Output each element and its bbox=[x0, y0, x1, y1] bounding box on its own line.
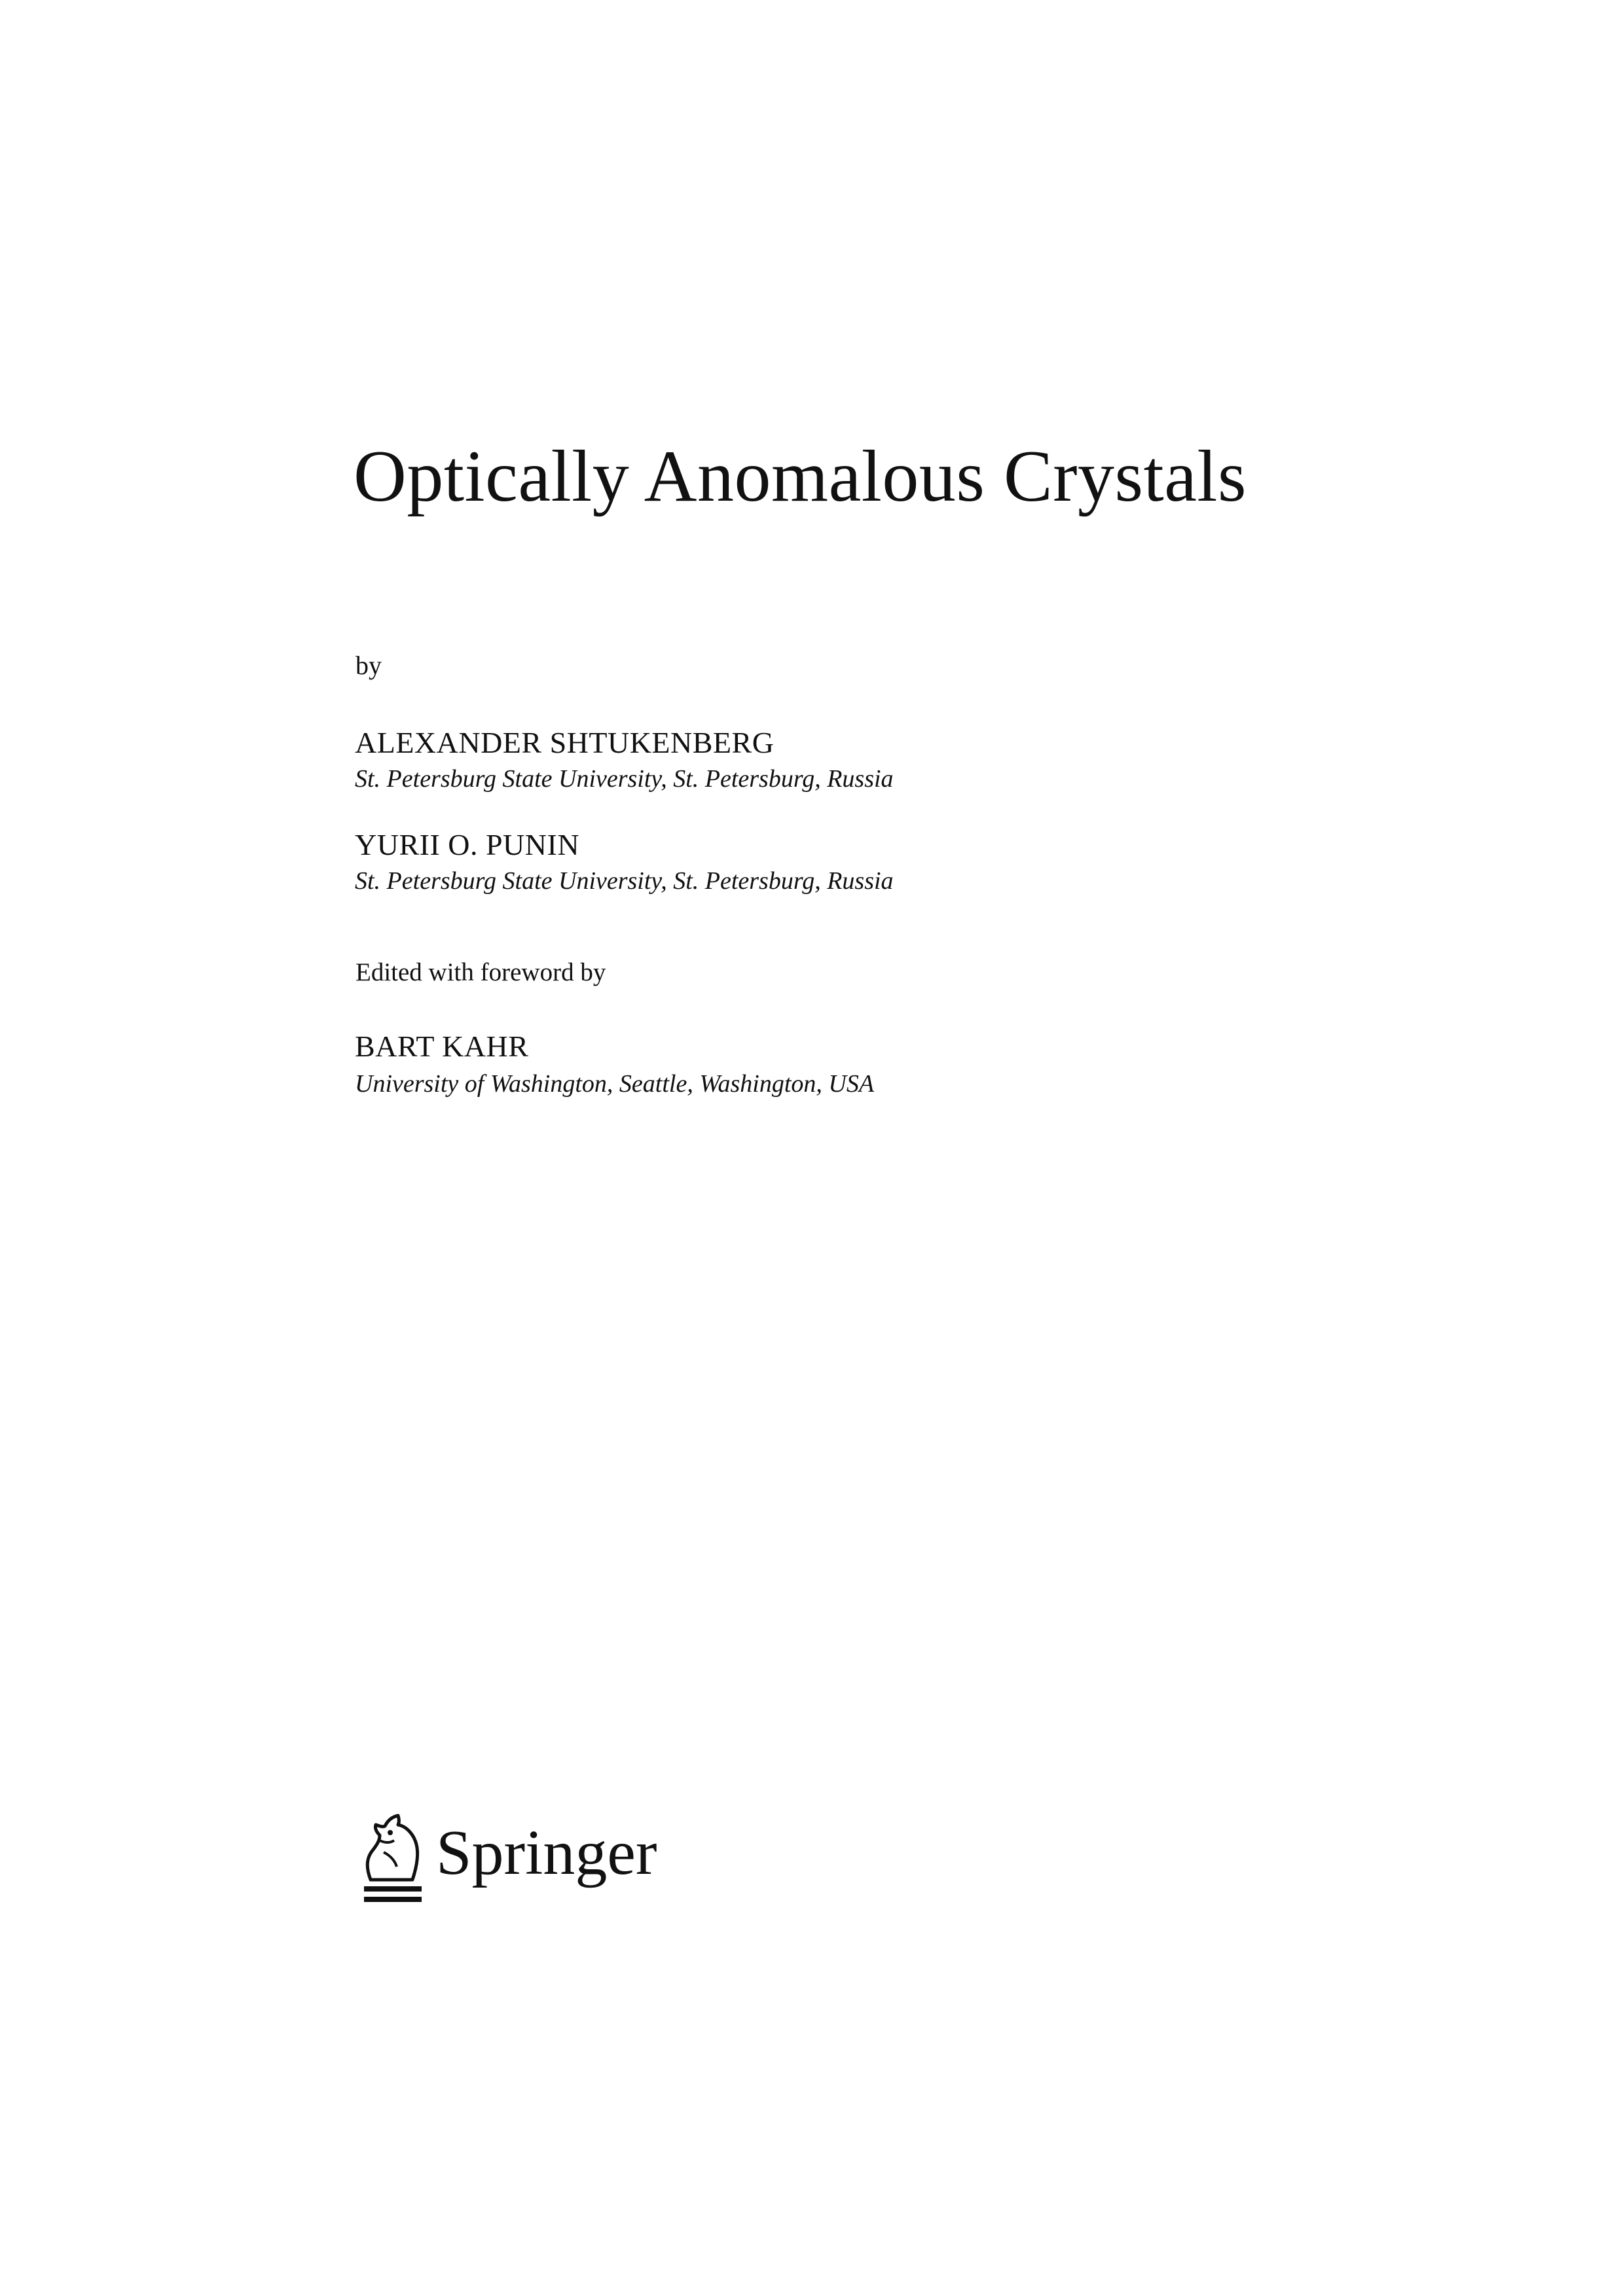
edited-by-label: Edited with foreword by bbox=[356, 958, 606, 986]
book-title: Optically Anomalous Crystals bbox=[354, 436, 1247, 517]
editor-affiliation: University of Washington, Seattle, Washington, USA bbox=[355, 1070, 875, 1098]
publisher-logo bbox=[351, 1806, 691, 1911]
author-affiliation-2: St. Petersburg State University, St. Petersburg, Russia bbox=[355, 867, 894, 895]
editor-name: BART KAHR bbox=[355, 1030, 529, 1063]
author-name-1: ALEXANDER SHTUKENBERG bbox=[355, 726, 775, 759]
springer-chess-knight-icon bbox=[351, 1806, 429, 1911]
by-label: by bbox=[356, 651, 382, 680]
author-name-2: YURII O. PUNIN bbox=[355, 828, 580, 861]
author-affiliation-1: St. Petersburg State University, St. Petersburg, Russia bbox=[355, 765, 894, 793]
publisher-name: Springer bbox=[436, 1818, 657, 1888]
